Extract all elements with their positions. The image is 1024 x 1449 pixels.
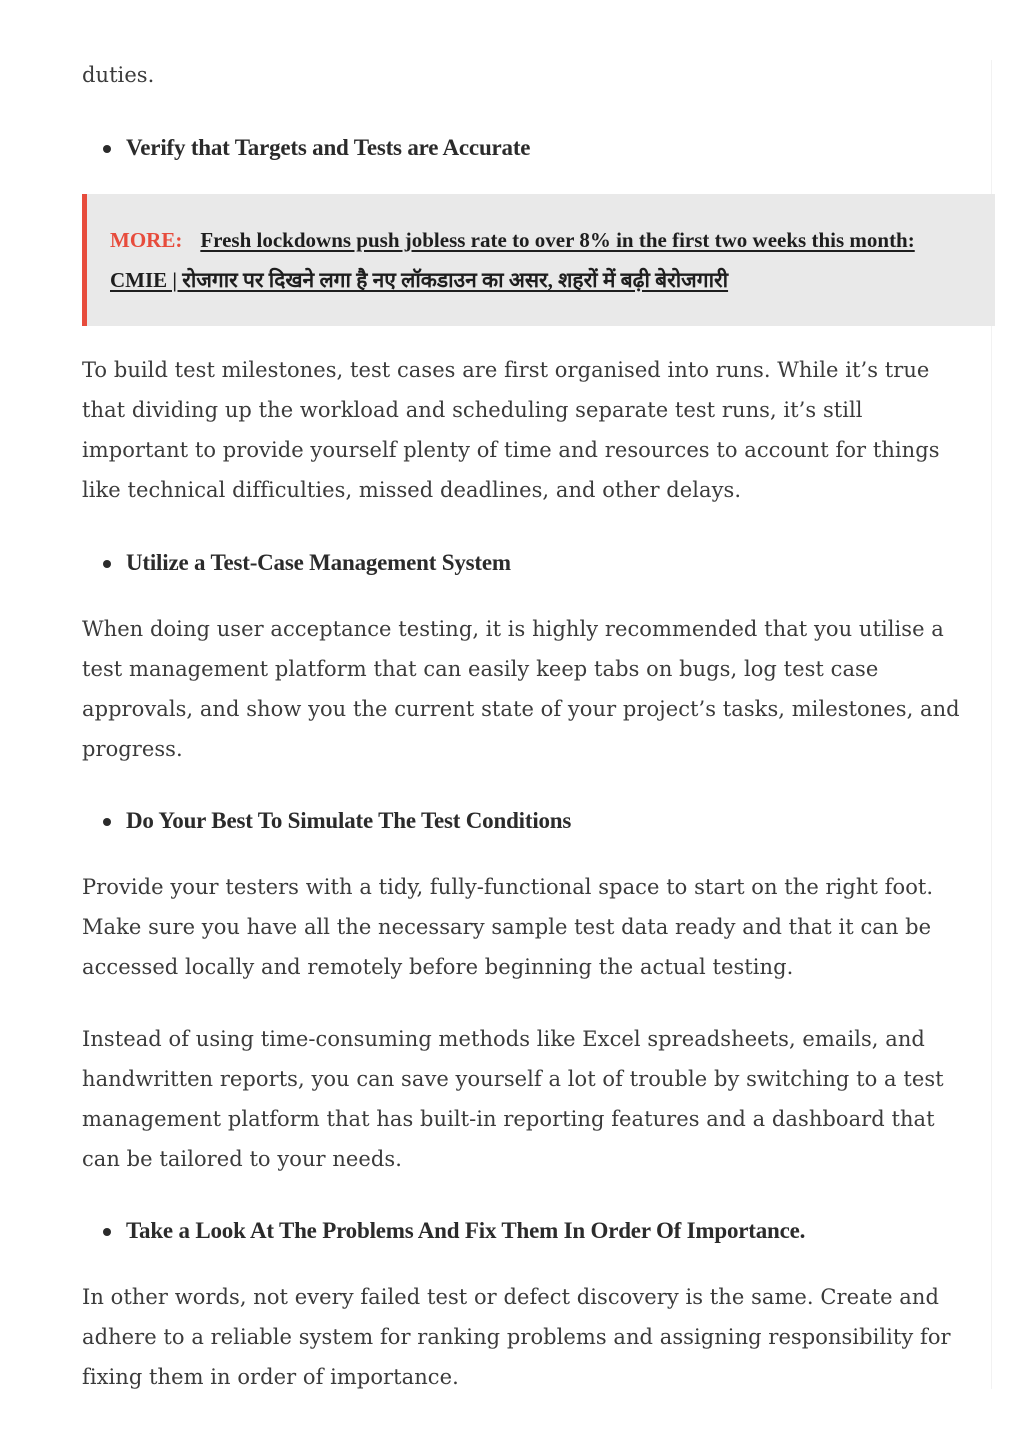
bullet-list: [82, 543, 972, 583]
more-article-link[interactable]: Fresh lockdowns push jobless rate to over 8% in the first two weeks this month: CMIE | रोजगार पर दिखने लगा है नए लॉकडाउन का असर, शहरों में बढ़ी बेरोजगारी: [110, 228, 915, 292]
intro-tail-paragraph: duties.: [82, 63, 155, 87]
bullet-list: [82, 1211, 972, 1251]
bullet-list: [82, 801, 972, 841]
bullet-fix-problems: Take a Look At The Problems And Fix Them In Order Of Importance.: [82, 1211, 972, 1251]
more-callout-text: [110, 220, 971, 300]
paragraph-reporting-platform: Instead of using time-consuming methods like Excel spreadsheets, emails, and handwritten reports, you can save yourself a lot of trouble by switching to a test management platform that has built-in reporting features and a dashboard that can be tailored to your needs.: [82, 1027, 944, 1171]
more-callout: [82, 194, 995, 326]
bullet-list: [82, 128, 972, 168]
bullet-simulate-conditions: Do Your Best To Simulate The Test Conditions: [82, 801, 972, 841]
more-label: MORE:: [110, 228, 183, 252]
paragraph-user-acceptance: When doing user acceptance testing, it is highly recommended that you utilise a test management platform that can easily keep tabs on bugs, log test case approvals, and show you the current state of your project’s tasks, milestones, and progress.: [82, 617, 960, 761]
paragraph-tidy-space: Provide your testers with a tidy, fully-functional space to start on the right foot. Make sure you have all the necessary sample test data ready and that it can be accessed locally and remotely before beginning the actual testing.: [82, 875, 934, 979]
bullet-verify-targets: Verify that Targets and Tests are Accurate: [82, 128, 972, 168]
paragraph-ranking-problems: In other words, not every failed test or defect discovery is the same. Create and adhere to a reliable system for ranking problems and assigning responsibility for fixing them in order of importance.: [82, 1285, 951, 1389]
paragraph-test-milestones: To build test milestones, test cases are first organised into runs. While it’s true that dividing up the workload and scheduling separate test runs, it’s still important to provide yourself plenty of time and resources to account for things like technical difficulties, missed deadlines, and other delays.: [82, 358, 940, 502]
bullet-test-case-management: Utilize a Test-Case Management System: [82, 543, 972, 583]
article-body: [82, 55, 972, 1397]
